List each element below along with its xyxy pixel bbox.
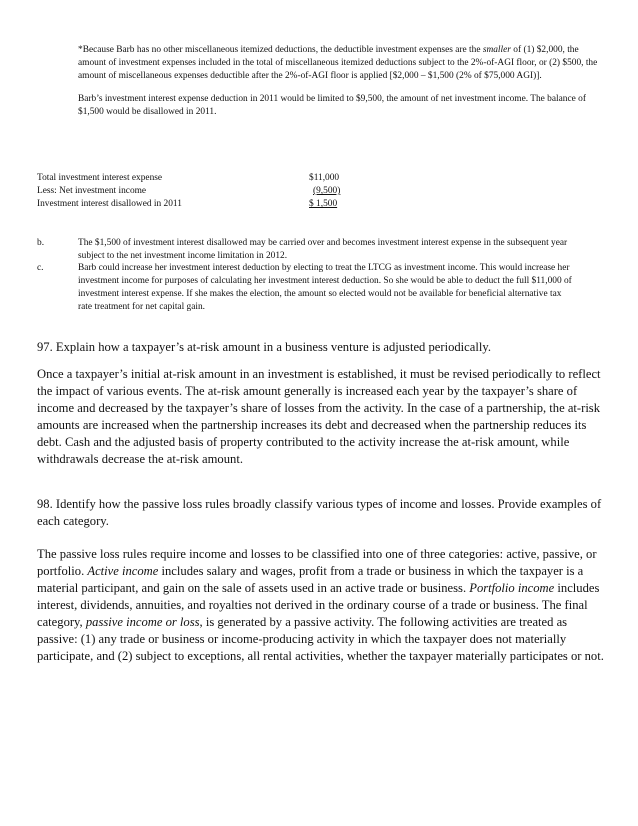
list-item-c bbox=[37, 262, 577, 314]
calc-row bbox=[37, 185, 347, 198]
question-98-text: 98. Identify how the passive loss rules broadly classify various types of income and losses. Provide examples of each category. bbox=[37, 497, 602, 528]
question-98 bbox=[37, 496, 605, 530]
calc-label: Investment interest disallowed in 2011 bbox=[37, 199, 182, 209]
answer-98-text: The passive loss rules require income and losses to be classified into one of three categories: active, passive, or portfolio. Active income includes salary and wages, profit from a trade or business in which the taxpayer is a material participant, and gain on the sale of assets used in an active trade or business. Portfolio income includes interest, dividends, annuities, and royalties not derived in the ordinary course of a trade or business. The final category, passive income or loss, is generated by a passive activity. The following activities are treated as passive: (1) any trade or business or income-producing activity in which the taxpayer does not materially participate, and (2) subject to exceptions, all rental activities, whether the taxpayer materially participates or not. bbox=[37, 547, 604, 663]
calc-amount: $ 1,500 bbox=[309, 199, 338, 209]
calc-label: Less: Net investment income bbox=[37, 186, 147, 196]
smaller-emphasis: smaller bbox=[482, 45, 511, 55]
term-passive-income: passive income or loss bbox=[85, 615, 200, 629]
calc-amount: $11,000 bbox=[309, 173, 340, 183]
calc-label: Total investment interest expense bbox=[37, 173, 163, 183]
list-letter: b. bbox=[37, 238, 45, 248]
question-97 bbox=[37, 339, 605, 356]
footnote-block bbox=[78, 44, 598, 129]
footnote-paragraph-2: Barb’s investment interest expense deduction in 2011 would be limited to $9,500, the amount of net investment income. The balance of $1,500 would be disallowed in 2011. bbox=[78, 94, 586, 117]
answer-97 bbox=[37, 366, 605, 468]
answer-97-text: Once a taxpayer’s initial at-risk amount in an investment is established, it must be revised periodically to reflect the impact of various events. The at-risk amount generally is increased each year by the taxpayer’s share of income and decreased by the taxpayer’s share of losses from the activity. In the case of a partnership, the at-risk amounts are increased when the partnership increases its debt and decreased when the partnership reduces its debt. Cash and the adjusted basis of property contributed to the activity increase the at-risk amount, while withdrawals decrease the at-risk amount. bbox=[37, 367, 601, 466]
list-text: Barb could increase her investment interest deduction by electing to treat the LTCG as investment income. This would increase her investment income for purposes of calculating her investment interest deduction. So she would be able to deduct the full $11,000 of investment interest expense. If she makes the election, the amount so elected would not be available for beneficial alternative tax rate treatment for net capital gain. bbox=[78, 263, 572, 312]
calc-row bbox=[37, 172, 347, 185]
calc-row bbox=[37, 198, 347, 211]
term-active-income: Active income bbox=[87, 564, 159, 578]
calc-amount: (9,500) bbox=[313, 186, 341, 196]
footnote-paragraph-1: *Because Barb has no other miscellaneous itemized deductions, the deductible investment expenses are the smaller of (1) $2,000, the amount of investment expenses included in the total of miscellaneous itemized deductions subject to the 2%-of-AGI floor, or (2) $500, the amount of miscellaneous expenses deductible after the 2%-of-AGI floor is applied [$2,000 – $1,500 (2% of $75,000 AGI)]. bbox=[78, 45, 598, 81]
term-portfolio-income: Portfolio income bbox=[469, 581, 555, 595]
list-item-b bbox=[37, 237, 577, 263]
question-97-text: 97. Explain how a taxpayer’s at-risk amount in a business venture is adjusted periodically. bbox=[37, 340, 491, 354]
answer-98 bbox=[37, 546, 605, 665]
list-letter: c. bbox=[37, 263, 44, 273]
list-text: The $1,500 of investment interest disallowed may be carried over and becomes investment interest expense in the subsequent year subject to the net investment income limitation in 2012. bbox=[78, 238, 568, 261]
